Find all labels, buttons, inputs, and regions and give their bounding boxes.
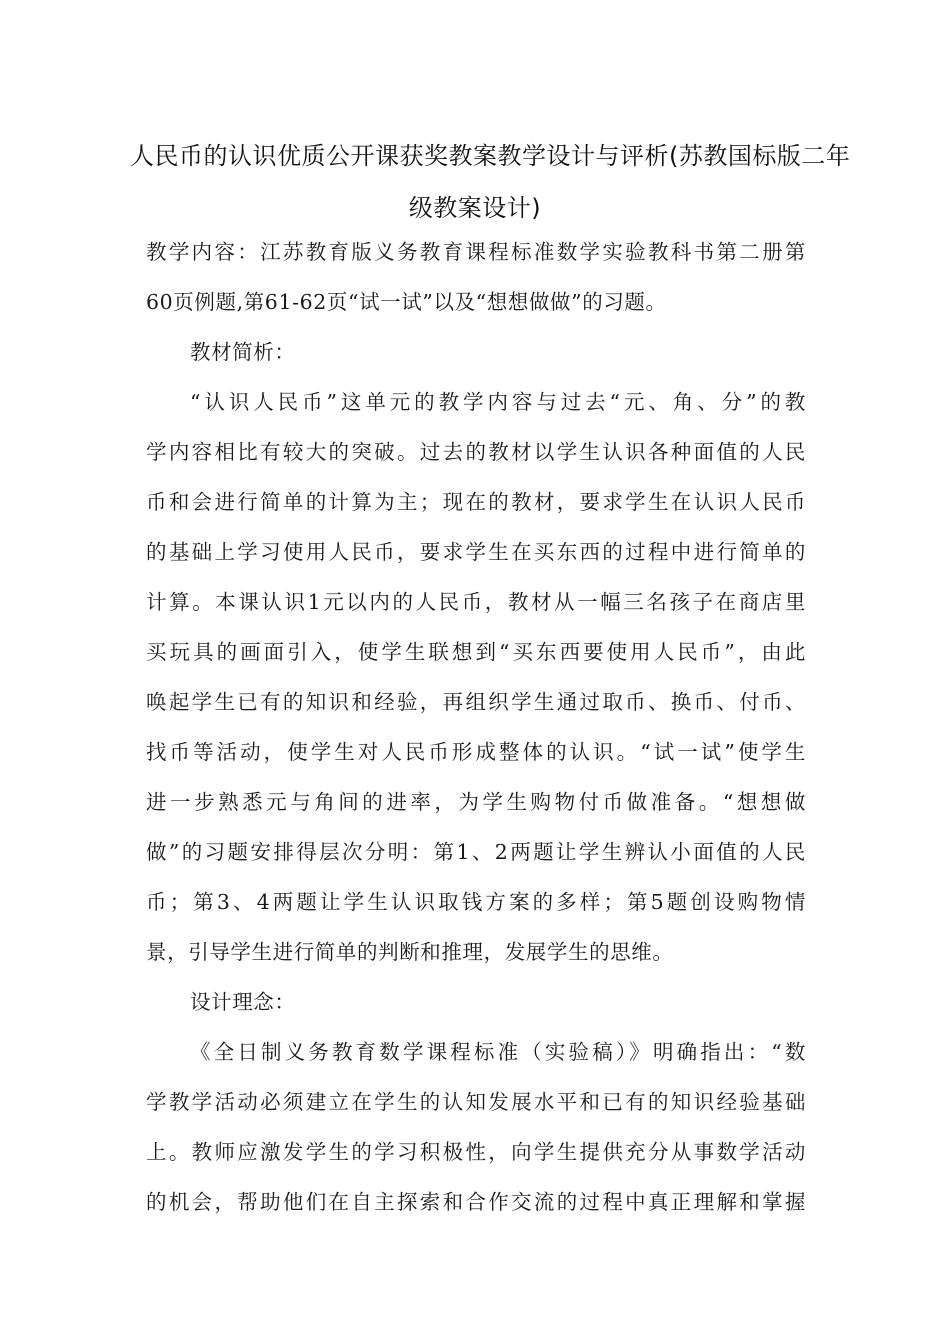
body-line: 做”的习题安排得层次分明：第1、2两题让学生辨认小面值的人民	[146, 840, 806, 864]
body-line: 《全日制义务教育数学课程标准（实验稿）》明确指出：“数	[190, 1040, 806, 1064]
document-body	[146, 227, 806, 1227]
body-line: 景，引导学生进行简单的判断和推理，发展学生的思维。	[146, 940, 674, 964]
body-line: 学内容相比有较大的突破。过去的教材以学生认识各种面值的人民	[146, 440, 806, 464]
body-line: 的基础上学习使用人民币，要求学生在买东西的过程中进行简单的	[146, 540, 806, 564]
body-line: 进一步熟悉元与角间的进率，为学生购物付币做准备。“想想做	[146, 790, 806, 814]
body-line: 币；第3、4两题让学生认识取钱方案的多样；第5题创设购物情	[146, 890, 806, 914]
body-line: 教学内容：江苏教育版义务教育课程标准数学实验教科书第二册第	[146, 240, 806, 264]
title-line-1: 人民币的认识优质公开课获奖教案教学设计与评析(苏教国标版二年	[130, 142, 851, 170]
body-line: 找币等活动，使学生对人民币形成整体的认识。“试一试”使学生	[146, 740, 806, 764]
body-line: 上。教师应激发学生的学习积极性，向学生提供充分从事数学活动	[146, 1140, 806, 1164]
body-line: 计算。本课认识1元以内的人民币，教材从一幅三名孩子在商店里	[146, 590, 806, 614]
document-title	[130, 130, 851, 234]
section-heading-design: 设计理念：	[190, 990, 296, 1014]
body-line: 买玩具的画面引入，使学生联想到“买东西要使用人民币”，由此	[146, 640, 806, 664]
body-line: 唤起学生已有的知识和经验，再组织学生通过取币、换币、付币、	[146, 690, 806, 714]
body-line: 学教学活动必须建立在学生的认知发展水平和已有的知识经验基础	[146, 1090, 806, 1114]
title-line-2: 级教案设计)	[408, 194, 542, 222]
section-heading-materials: 教材简析：	[190, 340, 296, 364]
body-line: 60页例题,第61-62页“试一试”以及“想想做做”的习题。	[146, 290, 667, 314]
body-line: 的机会，帮助他们在自主探索和合作交流的过程中真正理解和掌握	[146, 1190, 806, 1214]
body-line: 币和会进行简单的计算为主；现在的教材，要求学生在认识人民币	[146, 490, 806, 514]
body-line: “认识人民币”这单元的教学内容与过去“元、角、分”的教	[190, 390, 806, 414]
